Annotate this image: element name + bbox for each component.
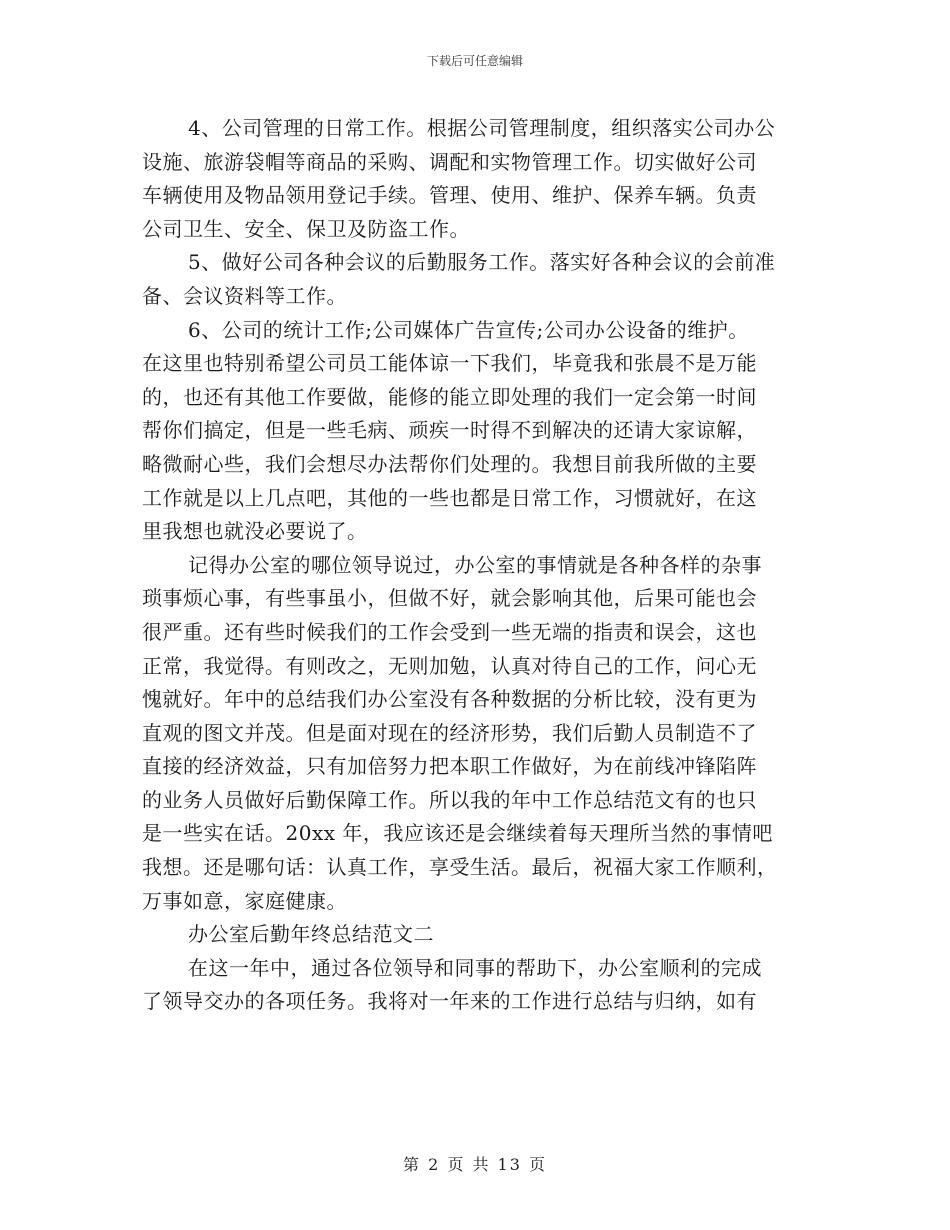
text-line: 设施、旅游袋帽等商品的采购、调配和实物管理工作。切实做好公司 xyxy=(142,149,757,174)
text-line: 直接的经济效益，只有加倍努力把本职工作做好，为在前线冲锋陷阵 xyxy=(142,754,757,779)
text-line: 帮你们搞定，但是一些毛病、顽疾一时得不到解决的还请大家谅解， xyxy=(142,418,757,443)
text-line: 5、做好公司各种会议的后勤服务工作。落实好各种会议的会前准 xyxy=(188,250,776,275)
text-line: 在这一年中，通过各位领导和同事的帮助下，办公室顺利的完成 xyxy=(188,955,762,980)
text-line: 万事如意，家庭健康。 xyxy=(142,888,347,913)
text-line: 车辆使用及物品领用登记手续。管理、使用、维护、保养车辆。负责 xyxy=(142,183,757,208)
text-line: 的业务人员做好后勤保障工作。所以我的年中工作总结范文有的也只 xyxy=(142,787,757,812)
text-line: 6、公司的统计工作;公司媒体广告宣传;公司办公设备的维护。 xyxy=(188,317,749,342)
text-line: 愧就好。年中的总结我们办公室没有各种数据的分析比较，没有更为 xyxy=(142,687,757,712)
text-line: 里我想也就没必要说了。 xyxy=(142,519,368,544)
text-line: 记得办公室的哪位领导说过，办公室的事情就是各种各样的杂事 xyxy=(188,552,762,577)
text-line: 略微耐心些，我们会想尽办法帮你们处理的。我想目前我所做的主要 xyxy=(142,451,757,476)
text-line: 备、会议资料等工作。 xyxy=(142,283,347,308)
document-body xyxy=(142,112,810,1019)
text-line: 在这里也特别希望公司员工能体谅一下我们，毕竟我和张晨不是万能 xyxy=(142,351,757,376)
page-header-note: 下载后可任意编辑 xyxy=(426,54,523,68)
text-line: 4、公司管理的日常工作。根据公司管理制度，组织落实公司办公 xyxy=(188,116,776,140)
text-line: 正常，我觉得。有则改之，无则加勉，认真对待自己的工作，问心无 xyxy=(142,653,757,678)
text-line: 琐事烦心事，有些事虽小，但做不好，就会影响其他，后果可能也会 xyxy=(142,586,757,611)
text-line: 我想。还是哪句话：认真工作，享受生活。最后，祝福大家工作顺利， xyxy=(142,855,778,880)
text-line: 的，也还有其他工作要做，能修的能立即处理的我们一定会第一时间 xyxy=(142,384,757,409)
text-line: 很严重。还有些时候我们的工作会受到一些无端的指责和误会，这也 xyxy=(142,619,757,644)
page-number-footer: 第 2 页 共 13 页 xyxy=(403,1155,547,1174)
text-line: 直观的图文并茂。但是面对现在的经济形势，我们后勤人员制造不了 xyxy=(142,720,757,745)
text-line: 公司卫生、安全、保卫及防盗工作。 xyxy=(142,216,470,241)
text-line: 工作就是以上几点吧，其他的一些也都是日常工作，习惯就好，在这 xyxy=(142,485,757,510)
text-line: 了领导交办的各项任务。我将对一年来的工作进行总结与归纳，如有 xyxy=(142,989,757,1014)
text-line: 是一些实在话。20xx 年，我应该还是会继续着每天理所当然的事情吧 xyxy=(142,821,773,846)
text-line: 办公室后勤年终总结范文二 xyxy=(188,922,434,947)
